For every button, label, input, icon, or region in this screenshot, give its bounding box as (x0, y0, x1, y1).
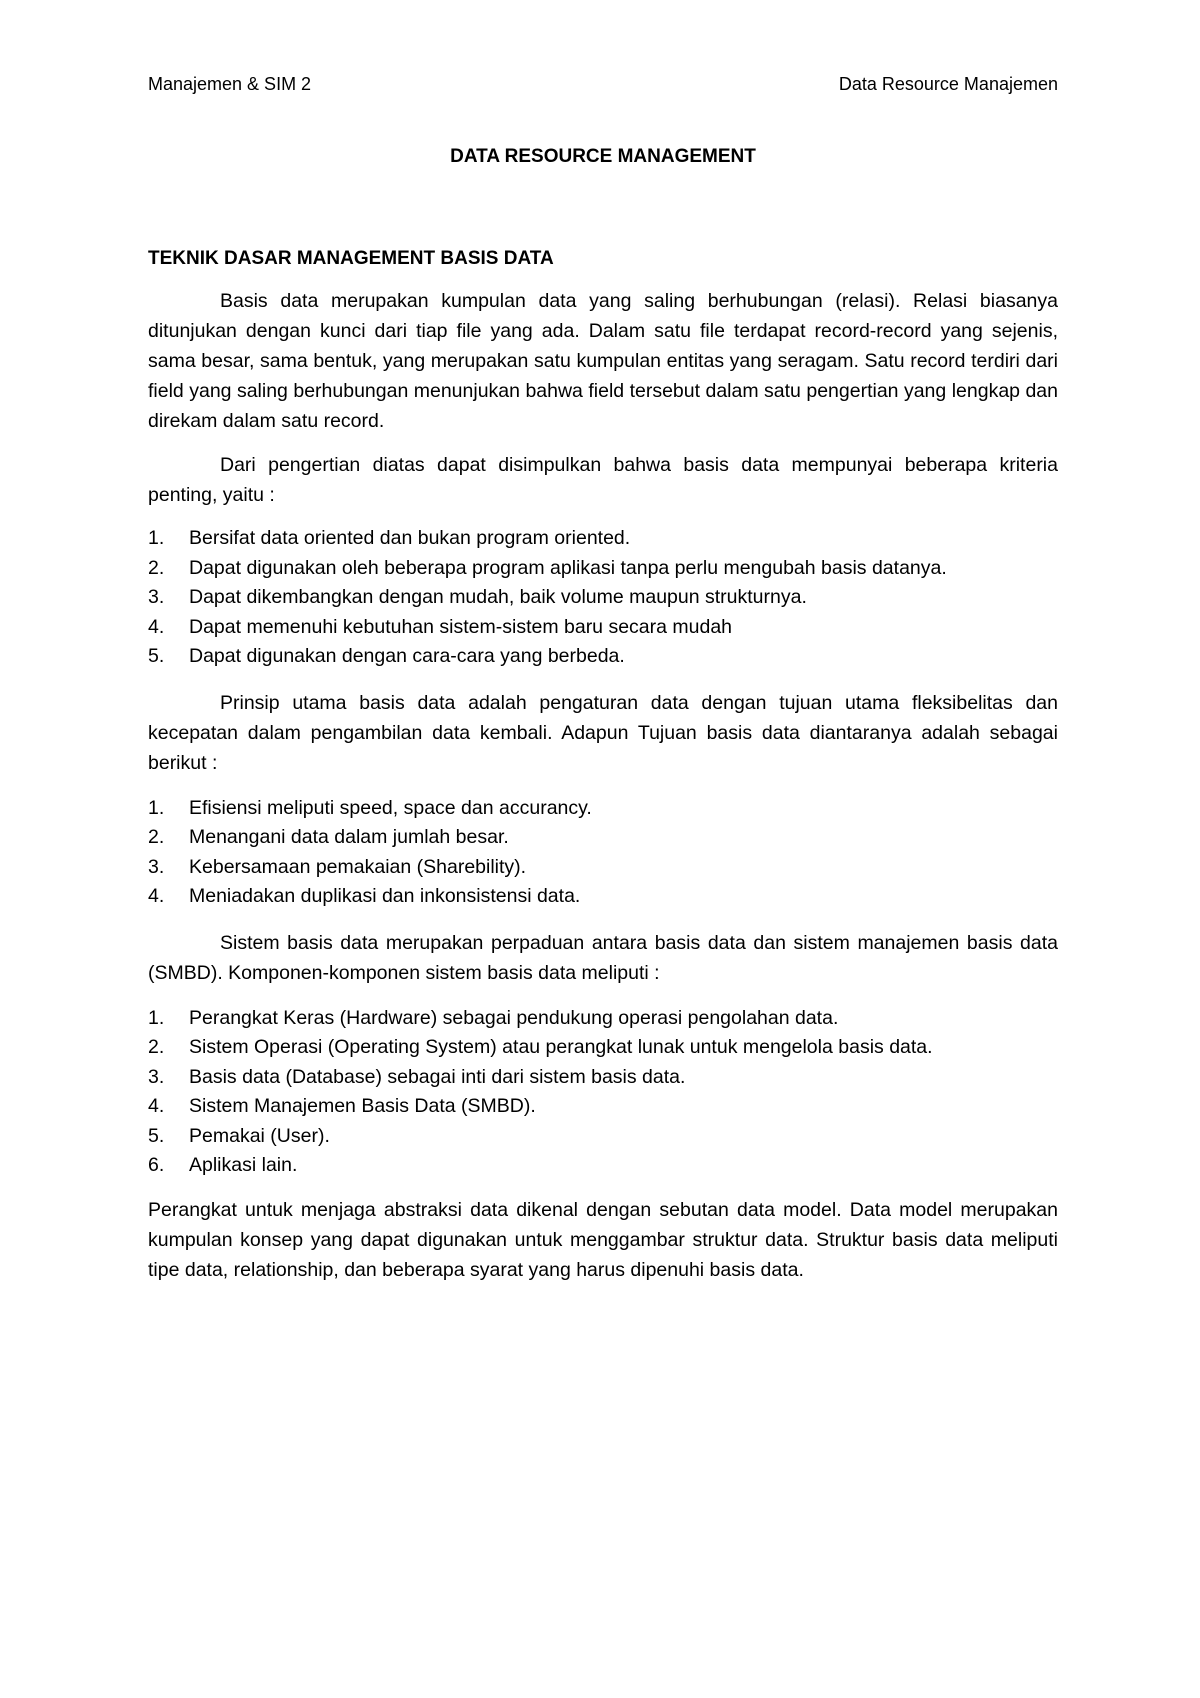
paragraph-components-intro: Sistem basis data merupakan perpaduan antara basis data dan sistem manajemen basis data (SMBD). Komponen-komponen sistem basis data meliputi : (148, 931, 1058, 984)
list-item-number: 5. (148, 1124, 165, 1147)
list-item-text: Meniadakan duplikasi dan inkonsistensi data. (189, 885, 581, 907)
list-item-text: Basis data (Database) sebagai inti dari sistem basis data. (189, 1065, 686, 1088)
list-item-text: Bersifat data oriented dan bukan program oriented. (189, 527, 631, 549)
list-item-number: 2. (148, 826, 165, 848)
list-item-text: Dapat digunakan dengan cara-cara yang berbeda. (189, 645, 625, 667)
list-item (148, 882, 1058, 912)
list-item-number: 5. (148, 645, 165, 667)
list-item-number: 4. (148, 1095, 165, 1117)
list-item-text: Dapat dikembangkan dengan mudah, baik volume maupun strukturnya. (189, 586, 807, 608)
list-item (148, 1122, 1058, 1152)
list-item (148, 794, 1058, 824)
list-item (148, 853, 1058, 883)
list-item (148, 583, 1058, 613)
list-item-number: 1. (148, 527, 165, 549)
list-item-number: 3. (148, 586, 165, 608)
list-item-number: 1. (148, 796, 165, 819)
list-item (148, 1151, 1058, 1181)
document-title: DATA RESOURCE MANAGEMENT (450, 146, 756, 167)
list-item (148, 642, 1058, 672)
list-item-text: Pemakai (User). (189, 1124, 330, 1147)
list-item-number: 4. (148, 615, 165, 638)
list-item-text: Dapat digunakan oleh beberapa program aplikasi tanpa perlu mengubah basis datanya. (189, 556, 947, 579)
list-item-text: Sistem Operasi (Operating System) atau perangkat lunak untuk mengelola basis data. (189, 1036, 933, 1058)
list-item-text: Efisiensi meliputi speed, space dan accurancy. (189, 796, 592, 819)
components-list (148, 1004, 1058, 1181)
list-item-text: Menangani data dalam jumlah besar. (189, 826, 509, 848)
goals-list (148, 794, 1058, 912)
list-item (148, 1092, 1058, 1122)
list-item-text: Perangkat Keras (Hardware) sebagai pendukung operasi pengolahan data. (189, 1006, 839, 1029)
list-item (148, 613, 1058, 643)
criteria-list (148, 524, 1058, 672)
list-item-text: Dapat memenuhi kebutuhan sistem-sistem baru secara mudah (189, 615, 733, 638)
list-item (148, 554, 1058, 584)
list-item-number: 4. (148, 885, 165, 907)
paragraph-goals-intro: Prinsip utama basis data adalah pengaturan data dengan tujuan utama fleksibelitas dan kecepatan dalam pengambilan data kembali. Adapun Tujuan basis data diantaranya adalah sebagai berikut : (148, 691, 1058, 774)
list-item-number: 1. (148, 1006, 165, 1029)
list-item (148, 1063, 1058, 1093)
list-item-text: Kebersamaan pemakaian (Sharebility). (189, 855, 527, 878)
list-item (148, 1033, 1058, 1063)
list-item (148, 823, 1058, 853)
running-header (148, 74, 1058, 98)
list-item (148, 524, 1058, 554)
list-item-number: 2. (148, 1036, 165, 1058)
paragraph-data-model: Perangkat untuk menjaga abstraksi data dikenal dengan sebutan data model. Data model merupakan kumpulan konsep yang dapat digunakan untuk menggambar struktur data. Struktur basis data meliputi tipe data, relationship, dan beberapa syarat yang harus dipenuhi basis data. (148, 1198, 1058, 1281)
list-item-text: Sistem Manajemen Basis Data (SMBD). (189, 1095, 536, 1117)
document-body (148, 246, 1058, 1285)
list-item-text: Aplikasi lain. (189, 1154, 298, 1176)
list-item-number: 6. (148, 1154, 165, 1176)
list-item (148, 1004, 1058, 1034)
header-course-title: Manajemen & SIM 2 (148, 74, 312, 94)
header-chapter-title: Data Resource Manajemen (838, 74, 1058, 94)
paragraph-definition: Basis data merupakan kumpulan data yang saling berhubungan (relasi). Relasi biasanya ditunjukan dengan kunci dari tiap file yang ada. Dalam satu file terdapat record-record yang sejenis, sama besar, sama bentuk, yang merupakan satu kumpulan entitas yang seragam. Satu record terdiri dari field yang saling berhubungan menunjukan bahwa field tersebut dalam satu pengertian yang lengkap dan direkam dalam satu record. (148, 290, 1058, 432)
list-item-number: 3. (148, 855, 165, 878)
section-heading: TEKNIK DASAR MANAGEMENT BASIS DATA (148, 248, 554, 269)
list-item-number: 3. (148, 1065, 165, 1088)
paragraph-criteria-intro: Dari pengertian diatas dapat disimpulkan bahwa basis data mempunyai beberapa kriteria penting, yaitu : (148, 454, 1058, 506)
list-item-number: 2. (148, 556, 165, 579)
